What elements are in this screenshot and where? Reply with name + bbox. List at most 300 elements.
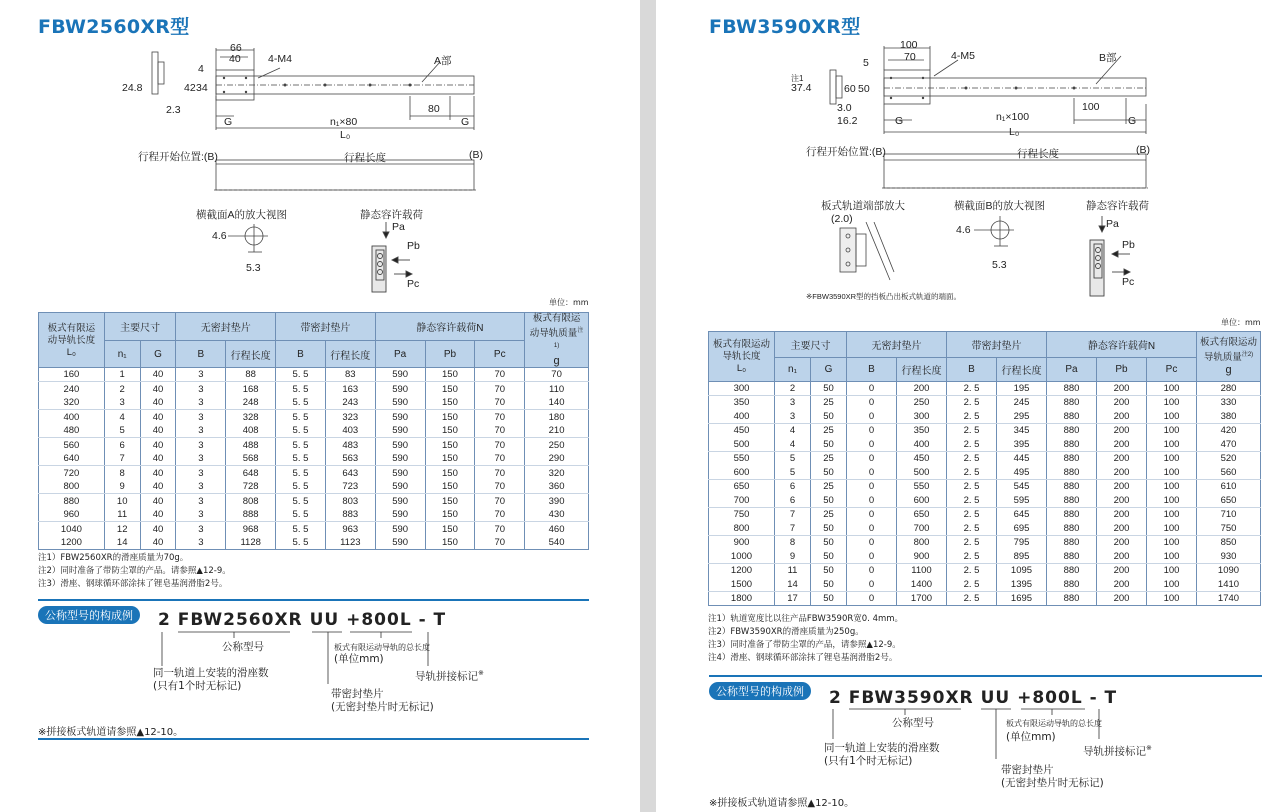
table-cell: 700 [709,494,775,508]
table-cell: 40 [140,494,176,508]
model-seal: 带密封垫片 [1001,764,1054,776]
table-cell: 9 [775,550,811,564]
table-cell: 888 [226,508,276,522]
table-cell: 100 [1147,522,1197,536]
stroke-length-label: 行程长度 [1017,148,1059,160]
table-cell: 2. 5 [947,396,997,410]
table-cell: 50 [811,564,847,578]
table-row [39,396,589,410]
table-cell: 11 [104,508,140,522]
table-row [39,382,589,396]
table-cell: 2. 5 [947,592,997,606]
table-cell: 50 [811,410,847,424]
end-enlarged-dim: (2.0) [831,213,853,225]
table-cell: 180 [525,410,589,424]
section-b-dim2: 5.3 [992,259,1007,271]
table-cell: 200 [1097,508,1147,522]
header-g: G [811,358,847,382]
header-b-noseal: B [847,358,897,382]
table-cell: 5. 5 [276,480,326,494]
page-title: FBW2560XR型 [38,16,190,38]
table-cell: 200 [1097,382,1147,396]
table-cell: 0 [847,592,897,606]
table-cell: 590 [375,438,425,452]
table-cell: 8 [104,466,140,480]
header-b-seal: B [947,358,997,382]
table-cell: 3 [176,368,226,382]
table-cell: 450 [897,452,947,466]
table-row [39,508,589,522]
section-b-drawing [974,214,1024,254]
header-main-dims: 主要尺寸 [775,332,847,358]
table-cell: 880 [1047,480,1097,494]
table-cell: 480 [39,424,105,438]
table-cell: 1128 [226,536,276,550]
table-cell: 2. 5 [947,424,997,438]
table-cell: 9 [104,480,140,494]
table-cell: 100 [1147,410,1197,424]
dim-60: 60 [844,83,856,95]
table-cell: 3 [176,396,226,410]
table-cell: 4 [775,438,811,452]
table-cell: 403 [325,424,375,438]
table-cell: 25 [811,452,847,466]
table-cell: 880 [1047,536,1097,550]
header-pb: Pb [1097,358,1147,382]
table-cell: 880 [1047,466,1097,480]
table-cell: 100 [1147,452,1197,466]
header-pc: Pc [475,341,525,368]
header-pb: Pb [425,341,475,368]
table-cell: 6 [104,438,140,452]
table-cell: 895 [997,550,1047,564]
model-example-label: 公称型号的构成例 [709,682,811,700]
table-cell: 590 [375,466,425,480]
table-cell: 40 [140,368,176,382]
table-cell: 100 [1147,466,1197,480]
table-cell: 450 [709,424,775,438]
table-cell: 1200 [39,536,105,550]
table-cell: 400 [39,410,105,424]
model-length-desc: 板式有限运动导轨的总长度 [334,643,430,652]
table-cell: 100 [1147,592,1197,606]
section-b-dim1: 4.6 [956,224,971,236]
table-cell: 70 [475,480,525,494]
header-g: G [140,341,176,368]
table-cell: 150 [425,480,475,494]
dim-note1: 注1 [791,74,804,83]
table-cell: 0 [847,452,897,466]
table-cell: 150 [425,368,475,382]
table-cell: 2. 5 [947,550,997,564]
table-cell: 150 [425,466,475,480]
table-cell: 1095 [997,564,1047,578]
load-pa: Pa [392,221,405,233]
table-row [709,480,1261,494]
table-cell: 50 [811,578,847,592]
dim-l0: L₀ [340,129,351,141]
table-cell: 70 [475,424,525,438]
table-cell: 2. 5 [947,536,997,550]
table-cell: 880 [1047,438,1097,452]
table-cell: 1000 [709,550,775,564]
table-cell: 70 [475,438,525,452]
table-cell: 520 [1197,452,1261,466]
table-cell: 590 [375,396,425,410]
table-cell: 200 [1097,564,1147,578]
table-cell: 7 [775,522,811,536]
table-row [709,564,1261,578]
table-cell: 700 [897,522,947,536]
table-cell: 2. 5 [947,564,997,578]
table-cell: 648 [226,466,276,480]
model-count-desc: 同一轨道上安装的滑座数 [824,742,940,754]
table-row [709,452,1261,466]
header-n1: n₁ [104,341,140,368]
table-cell: 50 [811,494,847,508]
table-row [709,522,1261,536]
table-cell: 3 [176,438,226,452]
table-cell: 40 [140,466,176,480]
table-cell: 323 [325,410,375,424]
table-cell: 3 [176,536,226,550]
table-cell: 420 [1197,424,1261,438]
table-cell: 803 [325,494,375,508]
dim-g-left: G [224,116,233,128]
header-pa: Pa [1047,358,1097,382]
a-part-label: A部 [434,55,452,67]
table-cell: 2. 5 [947,452,997,466]
table-cell: 25 [811,480,847,494]
table-cell: 590 [375,382,425,396]
table-cell: 2. 5 [947,480,997,494]
table-cell: 40 [140,438,176,452]
table-cell: 5. 5 [276,396,326,410]
table-cell: 6 [775,480,811,494]
table-cell: 750 [709,508,775,522]
table-cell: 650 [1197,494,1261,508]
table-cell: 590 [375,508,425,522]
table-cell: 25 [811,396,847,410]
table-row [709,508,1261,522]
load-diagram-title: 静态容许载荷 [1086,200,1149,212]
table-cell: 5. 5 [276,452,326,466]
table-cell: 50 [811,592,847,606]
table-cell: 5 [775,466,811,480]
header-stroke-noseal: 行程长度 [226,341,276,368]
load-diagram-title: 静态容许载荷 [360,209,423,221]
table-cell: 723 [325,480,375,494]
table-cell: 2 [775,382,811,396]
note-2: 注2）FBW3590XR的滑座质量为250g。 [708,627,864,637]
table-cell: 150 [425,410,475,424]
load-pc: Pc [1122,276,1135,288]
table-cell: 150 [425,494,475,508]
table-cell: 17 [775,592,811,606]
table-cell: 243 [325,396,375,410]
table-cell: 150 [425,536,475,550]
table-cell: 150 [425,508,475,522]
table-cell: 568 [226,452,276,466]
table-cell: 0 [847,494,897,508]
table-cell: 40 [140,522,176,536]
table-row [709,494,1261,508]
header-main-dims: 主要尺寸 [104,313,176,341]
table-cell: 650 [897,508,947,522]
table-cell: 200 [1097,452,1147,466]
table-cell: 5. 5 [276,382,326,396]
table-cell: 640 [39,452,105,466]
table-cell: 5. 5 [276,410,326,424]
note-3: 注3）滑座、钢球循环部涂抹了锂皂基润滑脂2号。 [38,579,228,589]
table-cell: 40 [140,452,176,466]
table-cell: 210 [525,424,589,438]
table-cell: 200 [1097,480,1147,494]
table-cell: 590 [375,452,425,466]
table-cell: 100 [1147,536,1197,550]
table-cell: 445 [997,452,1047,466]
table-cell: 560 [39,438,105,452]
table-row [709,424,1261,438]
table-cell: 10 [104,494,140,508]
table-cell: 195 [997,382,1047,396]
table-cell: 2. 5 [947,508,997,522]
table-cell: 5. 5 [276,466,326,480]
header-b-seal: B [276,341,326,368]
table-cell: 1400 [897,578,947,592]
model-count-sub: (只有1个时无标记) [824,755,913,767]
table-cell: 168 [226,382,276,396]
table-cell: 2. 5 [947,522,997,536]
dim-66: 66 [230,42,242,54]
table-cell: 590 [375,536,425,550]
table-cell: 11 [775,564,811,578]
table-cell: 70 [475,494,525,508]
table-cell: 295 [997,410,1047,424]
model-seal-sub: (无密封垫片时无标记) [1001,777,1104,789]
dim-5: 5 [863,57,869,69]
table-cell: 880 [1047,382,1097,396]
table-cell: 70 [525,368,589,382]
table-cell: 3 [176,480,226,494]
dim-3-0: 3.0 [837,102,852,114]
table-cell: 1200 [709,564,775,578]
dim-4: 4 [198,63,204,75]
header-mass: 板式有限运动导轨质量$^{注1)}$ g [525,313,589,368]
stroke-end-label: (B) [1136,144,1150,156]
table-cell: 1123 [325,536,375,550]
table-cell: 88 [226,368,276,382]
table-cell: 0 [847,382,897,396]
table-cell: 460 [525,522,589,536]
table-cell: 590 [375,424,425,438]
table-cell: 100 [1147,508,1197,522]
table-cell: 880 [1047,522,1097,536]
dim-n1x100: n₁×100 [996,111,1030,123]
table-row [39,480,589,494]
table-cell: 5 [775,452,811,466]
dim-4m4: 4-M4 [268,53,292,65]
table-cell: 25 [811,508,847,522]
table-cell: 470 [1197,438,1261,452]
table-cell: 70 [475,536,525,550]
table-cell: 160 [39,368,105,382]
dim-24-8: 24.8 [122,82,143,94]
header-stroke-noseal: 行程长度 [897,358,947,382]
header-pc: Pc [1147,358,1197,382]
table-cell: 0 [847,466,897,480]
page-gutter [640,0,656,812]
table-cell: 590 [375,480,425,494]
table-cell: 590 [375,410,425,424]
table-cell: 3 [176,424,226,438]
table-cell: 150 [425,452,475,466]
table-cell: 150 [425,382,475,396]
table-cell: 320 [525,466,589,480]
section-a-title: 横截面A的放大视图 [196,209,288,221]
table-cell: 500 [709,438,775,452]
table-cell: 1040 [39,522,105,536]
table-cell: 4 [104,410,140,424]
header-static-load: 静态容许载荷N [1047,332,1197,358]
model-joint-mark: 导轨拼接标记※ [1083,744,1152,758]
table-cell: 880 [1047,508,1097,522]
table-cell: 200 [1097,494,1147,508]
table-cell: 40 [140,410,176,424]
load-pa: Pa [1106,218,1119,230]
load-pb: Pb [1122,239,1135,251]
table-cell: 880 [1047,424,1097,438]
table-row [709,592,1261,606]
table-cell: 643 [325,466,375,480]
table-cell: 1700 [897,592,947,606]
drawing-caption: ※FBW3590XR型的挡板凸出板式轨道的端面。 [806,292,962,301]
model-example-label: 公称型号的构成例 [38,606,140,624]
note-1: 注1）轨道宽度比以往产品FBW3590R宽0. 4mm。 [708,614,904,624]
table-cell: 50 [811,466,847,480]
stroke-end-label: (B) [469,149,483,161]
table-cell: 395 [997,438,1047,452]
table-cell: 960 [39,508,105,522]
table-cell: 3 [104,396,140,410]
notes [708,613,903,665]
table-cell: 880 [1047,564,1097,578]
table-cell: 645 [997,508,1047,522]
table-cell: 250 [525,438,589,452]
table-cell: 610 [1197,480,1261,494]
table-cell: 345 [997,424,1047,438]
table-cell: 2 [104,382,140,396]
table-cell: 330 [1197,396,1261,410]
table-cell: 808 [226,494,276,508]
table-cell: 800 [709,522,775,536]
table-cell: 883 [325,508,375,522]
table-cell: 300 [897,410,947,424]
table-cell: 40 [140,508,176,522]
page-title: FBW3590XR型 [709,16,861,38]
header-with-seal: 带密封垫片 [276,313,376,341]
table-row [709,578,1261,592]
table-cell: 5 [104,424,140,438]
model-code: 2 FBW3590XR UU +800L - T [829,688,1118,708]
table-row [709,438,1261,452]
right-page [656,0,1277,812]
dim-n1x80: n₁×80 [330,116,358,128]
table-cell: 0 [847,550,897,564]
table-cell: 408 [226,424,276,438]
table-cell: 5. 5 [276,508,326,522]
table-cell: 728 [226,480,276,494]
table-cell: 248 [226,396,276,410]
dim-50: 50 [858,83,870,95]
b-part-label: B部 [1099,52,1117,64]
table-cell: 7 [104,452,140,466]
load-pb: Pb [407,240,420,252]
table-cell: 590 [375,494,425,508]
table-cell: 600 [709,466,775,480]
dim-16-2: 16.2 [837,115,858,127]
header-stroke-seal: 行程长度 [325,341,375,368]
spec-table-body [39,368,589,550]
header-pa: Pa [375,341,425,368]
table-cell: 100 [1147,550,1197,564]
table-cell: 880 [1047,410,1097,424]
table-cell: 1090 [1197,564,1261,578]
table-cell: 200 [1097,536,1147,550]
spec-table [38,312,589,550]
table-cell: 100 [1147,494,1197,508]
table-cell: 0 [847,536,897,550]
table-cell: 590 [375,522,425,536]
dim-42: 42 [184,82,196,94]
table-cell: 390 [525,494,589,508]
table-cell: 50 [811,550,847,564]
table-cell: 2. 5 [947,410,997,424]
table-row [39,452,589,466]
table-cell: 200 [1097,466,1147,480]
note-2: 注2）同时准备了带防尘罩的产品。请参照▲12-9。 [38,566,231,576]
table-cell: 400 [709,410,775,424]
model-seal-sub: (无密封垫片时无标记) [331,701,434,713]
table-cell: 0 [847,480,897,494]
table-cell: 3 [176,410,226,424]
spec-table-body [709,382,1261,606]
table-cell: 350 [709,396,775,410]
header-no-seal: 无密封垫片 [176,313,276,341]
table-cell: 40 [140,382,176,396]
table-cell: 70 [475,382,525,396]
dim-2-3: 2.3 [166,104,181,116]
table-cell: 488 [226,438,276,452]
table-cell: 900 [897,550,947,564]
dim-37-4: 37.4 [791,82,812,94]
table-cell: 0 [847,396,897,410]
table-cell: 0 [847,424,897,438]
table-cell: 750 [1197,522,1261,536]
table-row [709,466,1261,480]
model-divider [709,675,1262,677]
table-cell: 0 [847,410,897,424]
table-cell: 3 [176,466,226,480]
model-code: 2 FBW2560XR UU +800L - T [158,610,447,630]
table-row [709,550,1261,564]
table-cell: 14 [104,536,140,550]
table-cell: 5. 5 [276,438,326,452]
header-n1: n₁ [775,358,811,382]
table-cell: 8 [775,536,811,550]
table-cell: 550 [897,480,947,494]
table-cell: 5. 5 [276,522,326,536]
